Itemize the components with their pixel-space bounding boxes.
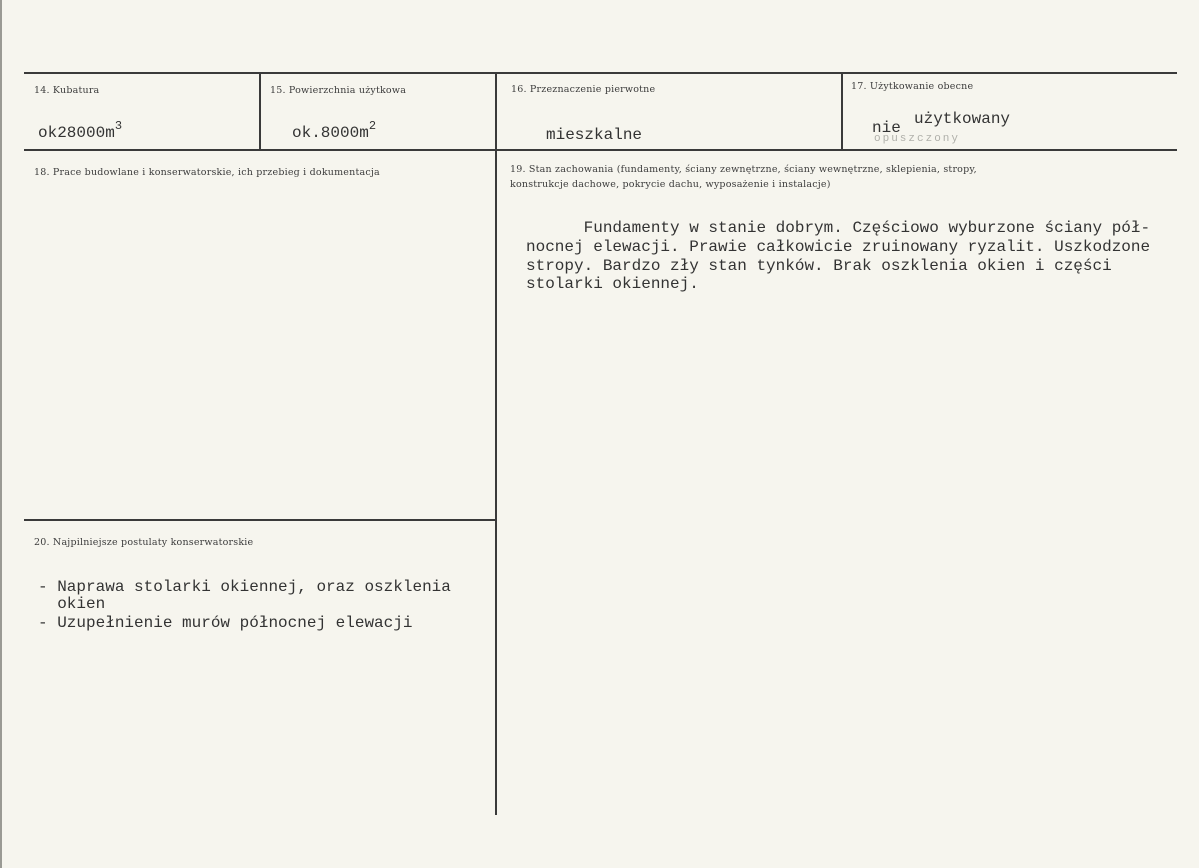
section18-bottom-rule (24, 519, 495, 521)
divider-16-17 (841, 73, 843, 150)
kubatura-value: $ok28000m^3$ (38, 119, 123, 142)
uzytkowanie-prefix: nie (872, 119, 901, 137)
stan-label-line2: konstrukcje dachowe, pokrycie dachu, wyposażenie i instalacje) (510, 179, 831, 190)
przeznaczenie-label: 16. Przeznaczenie pierwotne (511, 84, 656, 95)
stan-line-3: stropy. Bardzo zły stan tynków. Brak oszklenia okien i części (526, 257, 1112, 275)
uzytkowanie-value: użytkowany (914, 110, 1011, 128)
postulaty-label: 20. Najpilniejsze postulaty konserwatorskie (34, 537, 254, 548)
stan-line-4: stolarki okiennej. (526, 275, 699, 293)
powierzchnia-label: 15. Powierzchnia użytkowa (270, 85, 407, 96)
row1-bottom-rule (24, 149, 1177, 151)
postulaty-line-1: - Naprawa stolarki okiennej, oraz oszklenia (38, 578, 451, 596)
uzytkowanie-label: 17. Użytkowanie obecne (851, 81, 974, 92)
stan-line-1: Fundamenty w stanie dobrym. Częściowo wyburzone ściany pół- (526, 219, 1151, 237)
stan-line-2: nocnej elewacji. Prawie całkowicie zruinowany ryzalit. Uszkodzone (526, 238, 1151, 256)
top-rule (24, 72, 1177, 74)
postulaty-line-3: - Uzupełnienie murów północnej elewacji (38, 614, 413, 632)
uzytkowanie-struck: opuszczony (874, 133, 961, 145)
powierzchnia-value: $ok.8000m^2$ (292, 119, 377, 142)
kubatura-label: 14. Kubatura (34, 85, 100, 96)
stan-label-line1: 19. Stan zachowania (fundamenty, ściany zewnętrzne, ściany wewnętrzne, sklepienia, stropy, (510, 164, 977, 175)
przeznaczenie-value: mieszkalne (546, 126, 643, 144)
prace-label: 18. Prace budowlane i konserwatorskie, ich przebieg i dokumentacja (34, 167, 380, 178)
divider-14-15 (259, 73, 261, 150)
postulaty-line-2: okien (38, 595, 106, 613)
divider-main (495, 73, 497, 815)
